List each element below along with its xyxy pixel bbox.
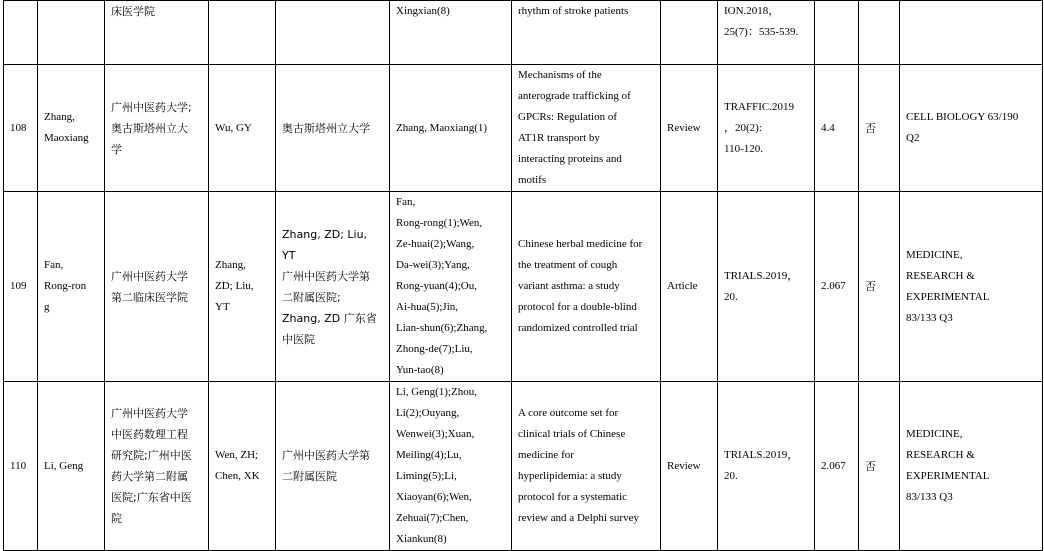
cell-line: RESEARCH & (906, 269, 975, 282)
cell-line: ION.2018， (724, 5, 780, 17)
cell-line: Rong-rong(1);Wen, (396, 217, 483, 229)
cell-corresponding-author (209, 1, 276, 65)
cell-number: 109 (4, 192, 38, 382)
cell-affiliation (105, 1, 209, 65)
cell-document-type: Review (661, 382, 718, 551)
cell-line: MEDICINE, (906, 248, 963, 261)
cell-line: 中医院 (282, 332, 315, 346)
cell-line: Li, Geng (44, 459, 84, 472)
cell-line: review and a Delphi survey (518, 512, 639, 524)
table-body (4, 1, 1043, 551)
cell-corresponding-author (209, 382, 276, 551)
cell-line: Maoxiang (44, 132, 89, 144)
cell-line: RESEARCH & (906, 449, 975, 461)
cell-source (718, 65, 815, 192)
cell-corresponding-author (209, 192, 276, 382)
cell-first-author (38, 65, 105, 192)
cell-line: Li(2);Ouyang, (396, 407, 460, 419)
cell-line: Xiaoyan(6);Wen, (396, 491, 472, 503)
cell-line: 中医药数理工程 (111, 428, 188, 441)
cell-document-type (661, 1, 718, 65)
cell-affiliation (105, 192, 209, 382)
cell-line: GPCRs: Regulation of (518, 111, 618, 123)
cell-line: 20. (724, 470, 738, 482)
cell-affiliation (105, 65, 209, 192)
cell-title (512, 65, 661, 192)
cell-line: 广州中医药大学 (111, 269, 188, 283)
cell-number (4, 1, 38, 65)
cell-line: 学 (111, 142, 122, 156)
cell-line: Liming(5);Li, (396, 470, 457, 482)
cell-all-authors (390, 192, 512, 382)
cell-line: Yun-tao(8) (396, 364, 444, 376)
cell-source (718, 192, 815, 382)
cell-line: Ze-huai(2);Wang, (396, 238, 475, 250)
cell-category (900, 65, 1043, 192)
cell-line: Wen, ZH; (215, 449, 259, 461)
cell-line: Zhang, (44, 111, 75, 123)
cell-corresponding-affiliation (276, 382, 390, 551)
cell-line: CELL BIOLOGY 63/190 (906, 111, 1019, 123)
cell-line: 二附属医院 (282, 470, 337, 483)
cell-line: protocol for a double-blind (518, 301, 637, 313)
cell-impact-factor: 4.4 (815, 65, 859, 192)
cell-corresponding-affiliation (276, 1, 390, 65)
cell-flag (859, 1, 900, 65)
cell-line: 广州中医药大学; (111, 100, 192, 114)
cell-line: Meiling(4);Lu, (396, 449, 462, 461)
cell-line: g (44, 301, 50, 313)
cell-flag: 否 (859, 65, 900, 192)
cell-line: 广州中医药大学第 (282, 269, 370, 283)
cell-line: Zhang, ZD 广东省 (282, 311, 377, 325)
cell-line: protocol for a systematic (518, 491, 628, 503)
cell-corresponding-affiliation (276, 192, 390, 382)
cell-title (512, 192, 661, 382)
cell-line: Chen, XK (215, 470, 260, 482)
cell-line: TRIALS.2019， (724, 449, 799, 461)
cell-line: 25(7)：535-539. (724, 26, 799, 38)
cell-line: ZD; Liu, (215, 280, 254, 292)
cell-line: EXPERIMENTAL (906, 470, 990, 482)
table-row (4, 192, 1043, 382)
cell-line: Chinese herbal medicine for (518, 238, 643, 250)
cell-source (718, 382, 815, 551)
cell-impact-factor: 2.067 (815, 192, 859, 382)
cell-line: rhythm of stroke patients (518, 5, 629, 17)
cell-line: 奥古斯塔州立大 (111, 121, 188, 135)
cell-impact-factor (815, 1, 859, 65)
cell-category (900, 192, 1043, 382)
cell-line: clinical trials of Chinese (518, 428, 626, 440)
cell-line: 医院;广东省中医 (111, 491, 192, 504)
cell-line: variant asthma: a study (518, 280, 620, 292)
cell-line: Lian-shun(6);Zhang, (396, 322, 488, 334)
cell-line: Zhang, ZD; Liu, YT (282, 227, 368, 262)
cell-line: 110-120. (724, 142, 764, 155)
cell-line: 院 (111, 512, 122, 525)
table-row (4, 1, 1043, 65)
cell-line: Xingxian(8) (396, 5, 450, 17)
cell-line: 药大学第二附属 (111, 470, 188, 483)
cell-flag: 否 (859, 382, 900, 551)
cell-line: the treatment of cough (518, 259, 618, 271)
cell-all-authors (390, 65, 512, 192)
cell-line: 20. (724, 290, 738, 303)
cell-line: 研究院;广州中医 (111, 449, 192, 462)
cell-line: Zehuai(7);Chen, (396, 512, 469, 524)
cell-source (718, 1, 815, 65)
cell-line: YT (215, 301, 230, 313)
cell-line: EXPERIMENTAL (906, 290, 990, 303)
cell-line: 奥古斯塔州立大学 (282, 121, 370, 135)
table-row (4, 65, 1043, 192)
cell-affiliation (105, 382, 209, 551)
publication-table (3, 0, 1043, 551)
cell-line: A core outcome set for (518, 407, 619, 419)
cell-line: randomized controlled trial (518, 322, 638, 334)
cell-document-type: Review (661, 65, 718, 192)
cell-all-authors (390, 382, 512, 551)
cell-line: medicine for (518, 449, 574, 461)
cell-all-authors (390, 1, 512, 65)
cell-line: Zhong-de(7);Liu, (396, 343, 473, 355)
cell-category (900, 382, 1043, 551)
cell-line: Mechanisms of the (518, 69, 602, 81)
cell-line: hyperlipidemia: a study (518, 470, 622, 482)
cell-line: Wu, GY (215, 121, 252, 134)
cell-line: TRAFFIC.2019 (724, 100, 794, 113)
cell-line: Rong-ron (44, 280, 87, 292)
cell-line: Ai-hua(5);Jin, (396, 301, 459, 313)
cell-line: 广州中医药大学第 (282, 449, 370, 462)
cell-line: Li, Geng(1);Zhou, (396, 386, 477, 398)
cell-line: 广州中医药大学 (111, 407, 188, 420)
cell-line: Q2 (906, 132, 920, 144)
cell-document-type: Article (661, 192, 718, 382)
cell-title (512, 382, 661, 551)
table-row (4, 382, 1043, 551)
cell-line: Zhang, (215, 259, 246, 271)
cell-line: Fan, (396, 196, 416, 208)
cell-number: 108 (4, 65, 38, 192)
cell-number: 110 (4, 382, 38, 551)
cell-line: 第二临床医学院 (111, 290, 188, 304)
cell-corresponding-author (209, 65, 276, 192)
cell-corresponding-affiliation (276, 65, 390, 192)
cell-line: motifs (518, 174, 547, 186)
cell-line: Rong-yuan(4);Ou, (396, 280, 477, 292)
cell-line: interacting proteins and (518, 153, 622, 165)
cell-first-author (38, 1, 105, 65)
cell-line: MEDICINE, (906, 428, 963, 440)
cell-line: Wenwei(3);Xuan, (396, 428, 475, 440)
cell-line: TRIALS.2019， (724, 269, 799, 282)
cell-impact-factor: 2.067 (815, 382, 859, 551)
cell-line: 床医学院 (111, 5, 155, 18)
cell-line: Xiankun(8) (396, 533, 447, 545)
cell-first-author (38, 382, 105, 551)
cell-line: anterograde trafficking of (518, 90, 631, 102)
cell-first-author (38, 192, 105, 382)
cell-flag: 否 (859, 192, 900, 382)
cell-line: ，20(2): (724, 121, 762, 134)
cell-line: Zhang, Maoxiang(1) (396, 121, 488, 134)
cell-line: AT1R transport by (518, 132, 600, 144)
cell-line: 83/133 Q3 (906, 311, 953, 324)
cell-category (900, 1, 1043, 65)
cell-line: Fan, (44, 259, 64, 271)
cell-line: 83/133 Q3 (906, 491, 953, 503)
cell-line: Da-wei(3);Yang, (396, 259, 470, 271)
cell-line: 二附属医院; (282, 290, 341, 304)
cell-title (512, 1, 661, 65)
